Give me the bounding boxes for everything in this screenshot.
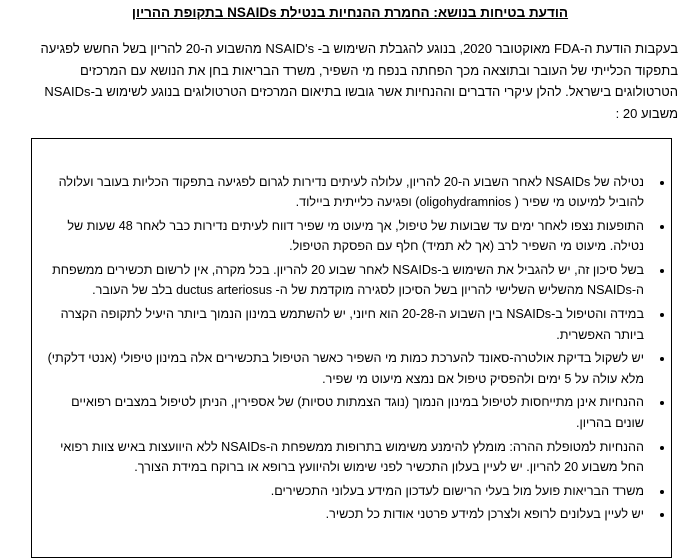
list-item-text: במידה והטיפול ב-NSAIDs בין השבוע ה-20-28 הוא חיוני, יש להשתמש במינון הנמוך ביותר היעיל לתקופה הקצרה ביותר האפשרית. [60, 307, 644, 342]
list-item-text: ההנחיות למטופלת ההרה: מומלץ להימנע משימוש בתרופות ממשפחת ה-NSAIDs ללא היוועצות באיש צוות רפואי החל משבוע 20 להריון. יש לעיין בעלון התכשיר לפני שימוש ולהיוועץ ברופא או ברוקח במידת הצורך. [60, 439, 644, 474]
page-title: הודעת בטיחות בנושא: החמרת ההנחיות בנטילת NSAIDs בתקופת ההריון [131, 5, 569, 20]
list-item [40, 392, 644, 433]
list-item [40, 172, 644, 213]
list-item [40, 437, 644, 478]
list-item-text: התופעות נצפו לאחר ימים עד שבועות של טיפול, אך מיעוט מי שפיר דווח לעיתים נדירות כבר לאחר 48 שעות של נטילה. מיעוט מי השפיר לרב (אך לא תמיד) חלף עם הפסקת הטיפול. [67, 219, 644, 254]
list-item-text: יש לעיין בעלונים לרופא ולצרכן למידע פרטני אודות כל תכשיר. [325, 507, 644, 522]
list-item-text: נטילה של NSAIDs לאחר השבוע ה-20 להריון, עלולה לעיתים נדירות לגרום לפגיעה בתפקוד הכליות בעובר ועלולה להוביל למיעוט מי שפיר ( oligohydramnios) ופגיעה כלייתית ביילוד. [58, 175, 644, 210]
list-item [40, 304, 644, 345]
list-item [40, 481, 644, 501]
list-item-text: בשל סיכון זה, יש להגביל את השימוש ב-NSAIDs לאחר שבוע 20 להריון. בכל מקרה, אין לרשום תכשירים ממשפחת ה-NSAIDs מהשליש השלישי להריון בשל הסיכון לסגירה מוקדמת של ה- ductus arteriosus בלב של העובר. [52, 263, 644, 298]
guidelines-list [40, 172, 644, 528]
list-item [40, 216, 644, 257]
list-item-text: משרד הבריאות פועל מול בעלי הרישום לעדכון המידע בעלוני התכשירים. [270, 483, 644, 498]
list-item [40, 504, 644, 524]
bullet-icon [660, 181, 664, 185]
list-item [40, 260, 644, 301]
intro-paragraph: בעקבות הודעת ה-FDA מאוקטובר 2020, בנוגע להגבלת השימוש ב- NSAID's מהשבוע ה-20 להריון בשל החשש לפגיעה בתפקוד הכלייתי של העובר ובתוצאה מכך הפחתה בנפח מי השפיר, משרד הבריאות בחן את הנושא עם המרכזים הטרטולוגים בישראל. להלן עיקרי הדברים וההנחיות אשר גובשו בתיאום המרכזים הטרטולוגים בנוגע לשימוש ב-NSAIDs משבוע 20 : [40, 41, 678, 121]
bullet-icon [660, 490, 664, 494]
list-item-text: ההנחיות אינן מתייחסות לטיפול במינון הנמוך (נוגד הצמתות טסיות) של אספירין, הניתן לטיפול במצבים רפואיים שונים בהריון. [71, 395, 644, 430]
list-item [40, 348, 644, 389]
bullet-icon [660, 446, 664, 450]
list-item-text: יש לשקול בדיקת אולטרה-סאונד להערכת כמות מי השפיר כאשר הטיפול בתכשירים אלה במינון טיפולי (אנטי דלקתי) מלא עולה על 5 ימים ולהפסיק טיפול אם נמצא מיעוט מי שפיר. [47, 351, 644, 386]
